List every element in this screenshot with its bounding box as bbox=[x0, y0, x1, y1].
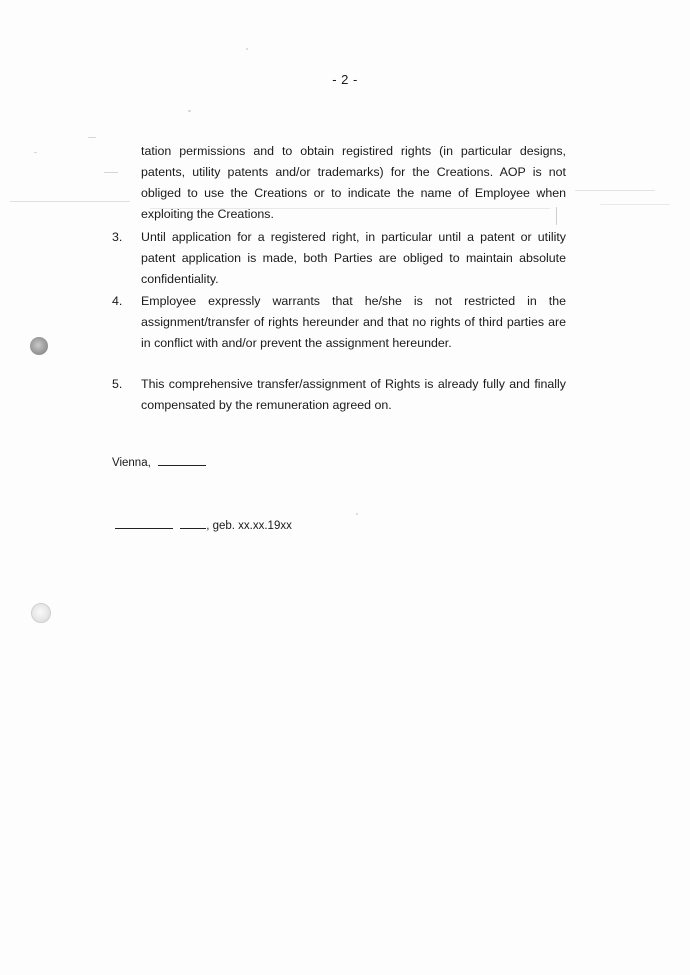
list-item-number: 4. bbox=[112, 294, 123, 308]
scan-speck bbox=[150, 208, 550, 209]
name-blank-line bbox=[115, 518, 173, 529]
city-date-line bbox=[112, 455, 206, 469]
scan-speck bbox=[246, 48, 248, 50]
date-blank-line bbox=[158, 455, 206, 466]
scan-speck bbox=[188, 110, 191, 112]
scan-speck bbox=[10, 201, 130, 202]
scan-speck bbox=[575, 190, 655, 191]
continuation-paragraph: tation permissions and to obtain registired rights (in particular designs, patents, utility patents and/or trademarks) for the Creations. AOP is not obliged to use the Creations or to indicate the name of Employee when exploiting the Creations. bbox=[141, 144, 566, 221]
list-item-number: 3. bbox=[112, 230, 123, 244]
scan-speck bbox=[356, 513, 358, 515]
name-blank-line-short bbox=[180, 518, 206, 529]
list-item-text: This comprehensive transfer/assignment of Rights is already fully and finally compensated by the remuneration agreed on. bbox=[141, 377, 566, 412]
list-item-number: 5. bbox=[112, 377, 123, 391]
punch-hole-mark bbox=[31, 603, 51, 623]
city-label: Vienna, bbox=[112, 457, 151, 469]
punch-hole-mark bbox=[30, 337, 48, 355]
scan-speck bbox=[556, 207, 557, 225]
scan-speck bbox=[34, 152, 37, 153]
scan-speck bbox=[88, 137, 96, 138]
scan-speck bbox=[104, 172, 118, 173]
signature-line bbox=[115, 518, 292, 532]
list-item-text: Employee expressly warrants that he/she is not restricted in the assignment/transfer of rights hereunder and that no rights of third parties are in conflict with and/or prevent the assignment hereunder. bbox=[141, 294, 566, 350]
scan-speck bbox=[600, 204, 670, 205]
page-number: - 2 - bbox=[332, 72, 358, 87]
birth-date-label: , geb. xx.xx.19xx bbox=[206, 520, 292, 532]
list-item-text: Until application for a registered right, in particular until a patent or utility patent application is made, both Parties are obliged to maintain absolute confidentiality. bbox=[141, 230, 566, 286]
